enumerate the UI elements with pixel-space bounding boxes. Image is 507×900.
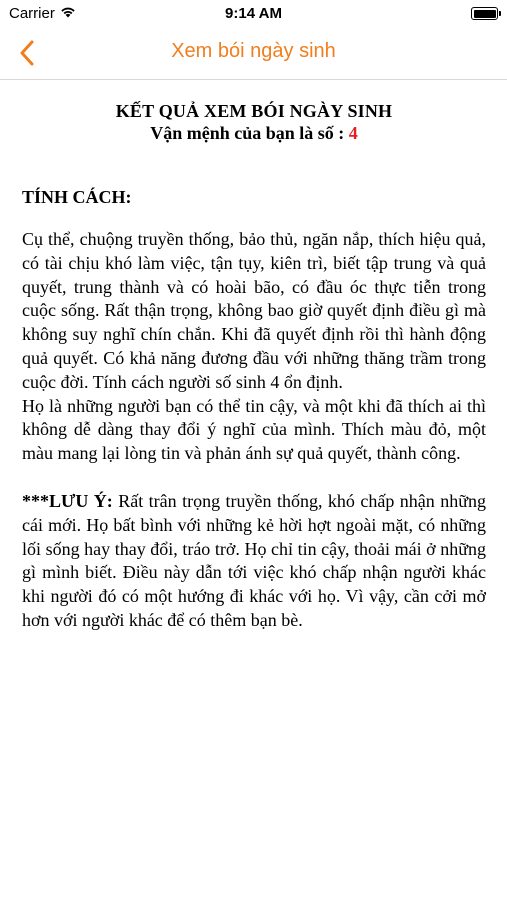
status-time: 9:14 AM [225, 5, 282, 22]
navigation-bar [0, 28, 507, 80]
status-bar [0, 0, 507, 28]
page-title: Xem bói ngày sinh [171, 40, 336, 62]
note-paragraph [22, 490, 486, 633]
personality-paragraph-2: Họ là những người bạn có thể tin cậy, và một khi đã thích ai thì không dễ dàng thay đổi ý nghĩ của mình. Thích màu đỏ, một màu mang lại lòng tin và phản ánh sự quả quyết, thành công. [22, 395, 486, 464]
fate-label: Vận mệnh của bạn là số : [150, 123, 349, 143]
note-text: Rất trân trọng truyền thống, khó chấp nhận những cái mới. Họ bất bình với những kẻ hời hợt ngoài mặt, có những lối sống hay thay đổi, tráo trở. Họ chỉ tin cậy, thoải mái ở những gì mình biết. Điều này dẫn tới việc khó chấp nhận người khác khi người đó có một hướng đi khác với họ. Vì vậy, cần cởi mở hơn với người khác để có thêm bạn bè. [22, 490, 486, 630]
result-content[interactable] [22, 100, 486, 692]
section-title: TÍNH CÁCH: [22, 187, 132, 207]
battery-icon [471, 7, 498, 20]
result-heading: KẾT QUẢ XEM BÓI NGÀY SINH [115, 101, 393, 121]
note-label: ***LƯU Ý: [22, 490, 113, 511]
fate-line [22, 122, 486, 144]
personality-paragraph-1: Cụ thể, chuộng truyền thống, bảo thủ, ngăn nắp, thích hiệu quả, có tài chịu khó làm việc, tận tụy, kiên trì, biết tập trung và quả quyết, trung thành và có hoài bão, có đầu óc thực tiễn trong cuộc sống. Rất thận trọng, không bao giờ quyết định điều gì mà không suy nghĩ chín chắn. Khi đã quyết định rồi thì hành động quả quyết. Có khả năng đương đầu với những thăng trầm trong cuộc đời. Tính cách người số sinh 4 ổn định. [22, 229, 486, 392]
fate-number: 4 [348, 123, 358, 143]
carrier-label: Carrier [9, 5, 55, 22]
